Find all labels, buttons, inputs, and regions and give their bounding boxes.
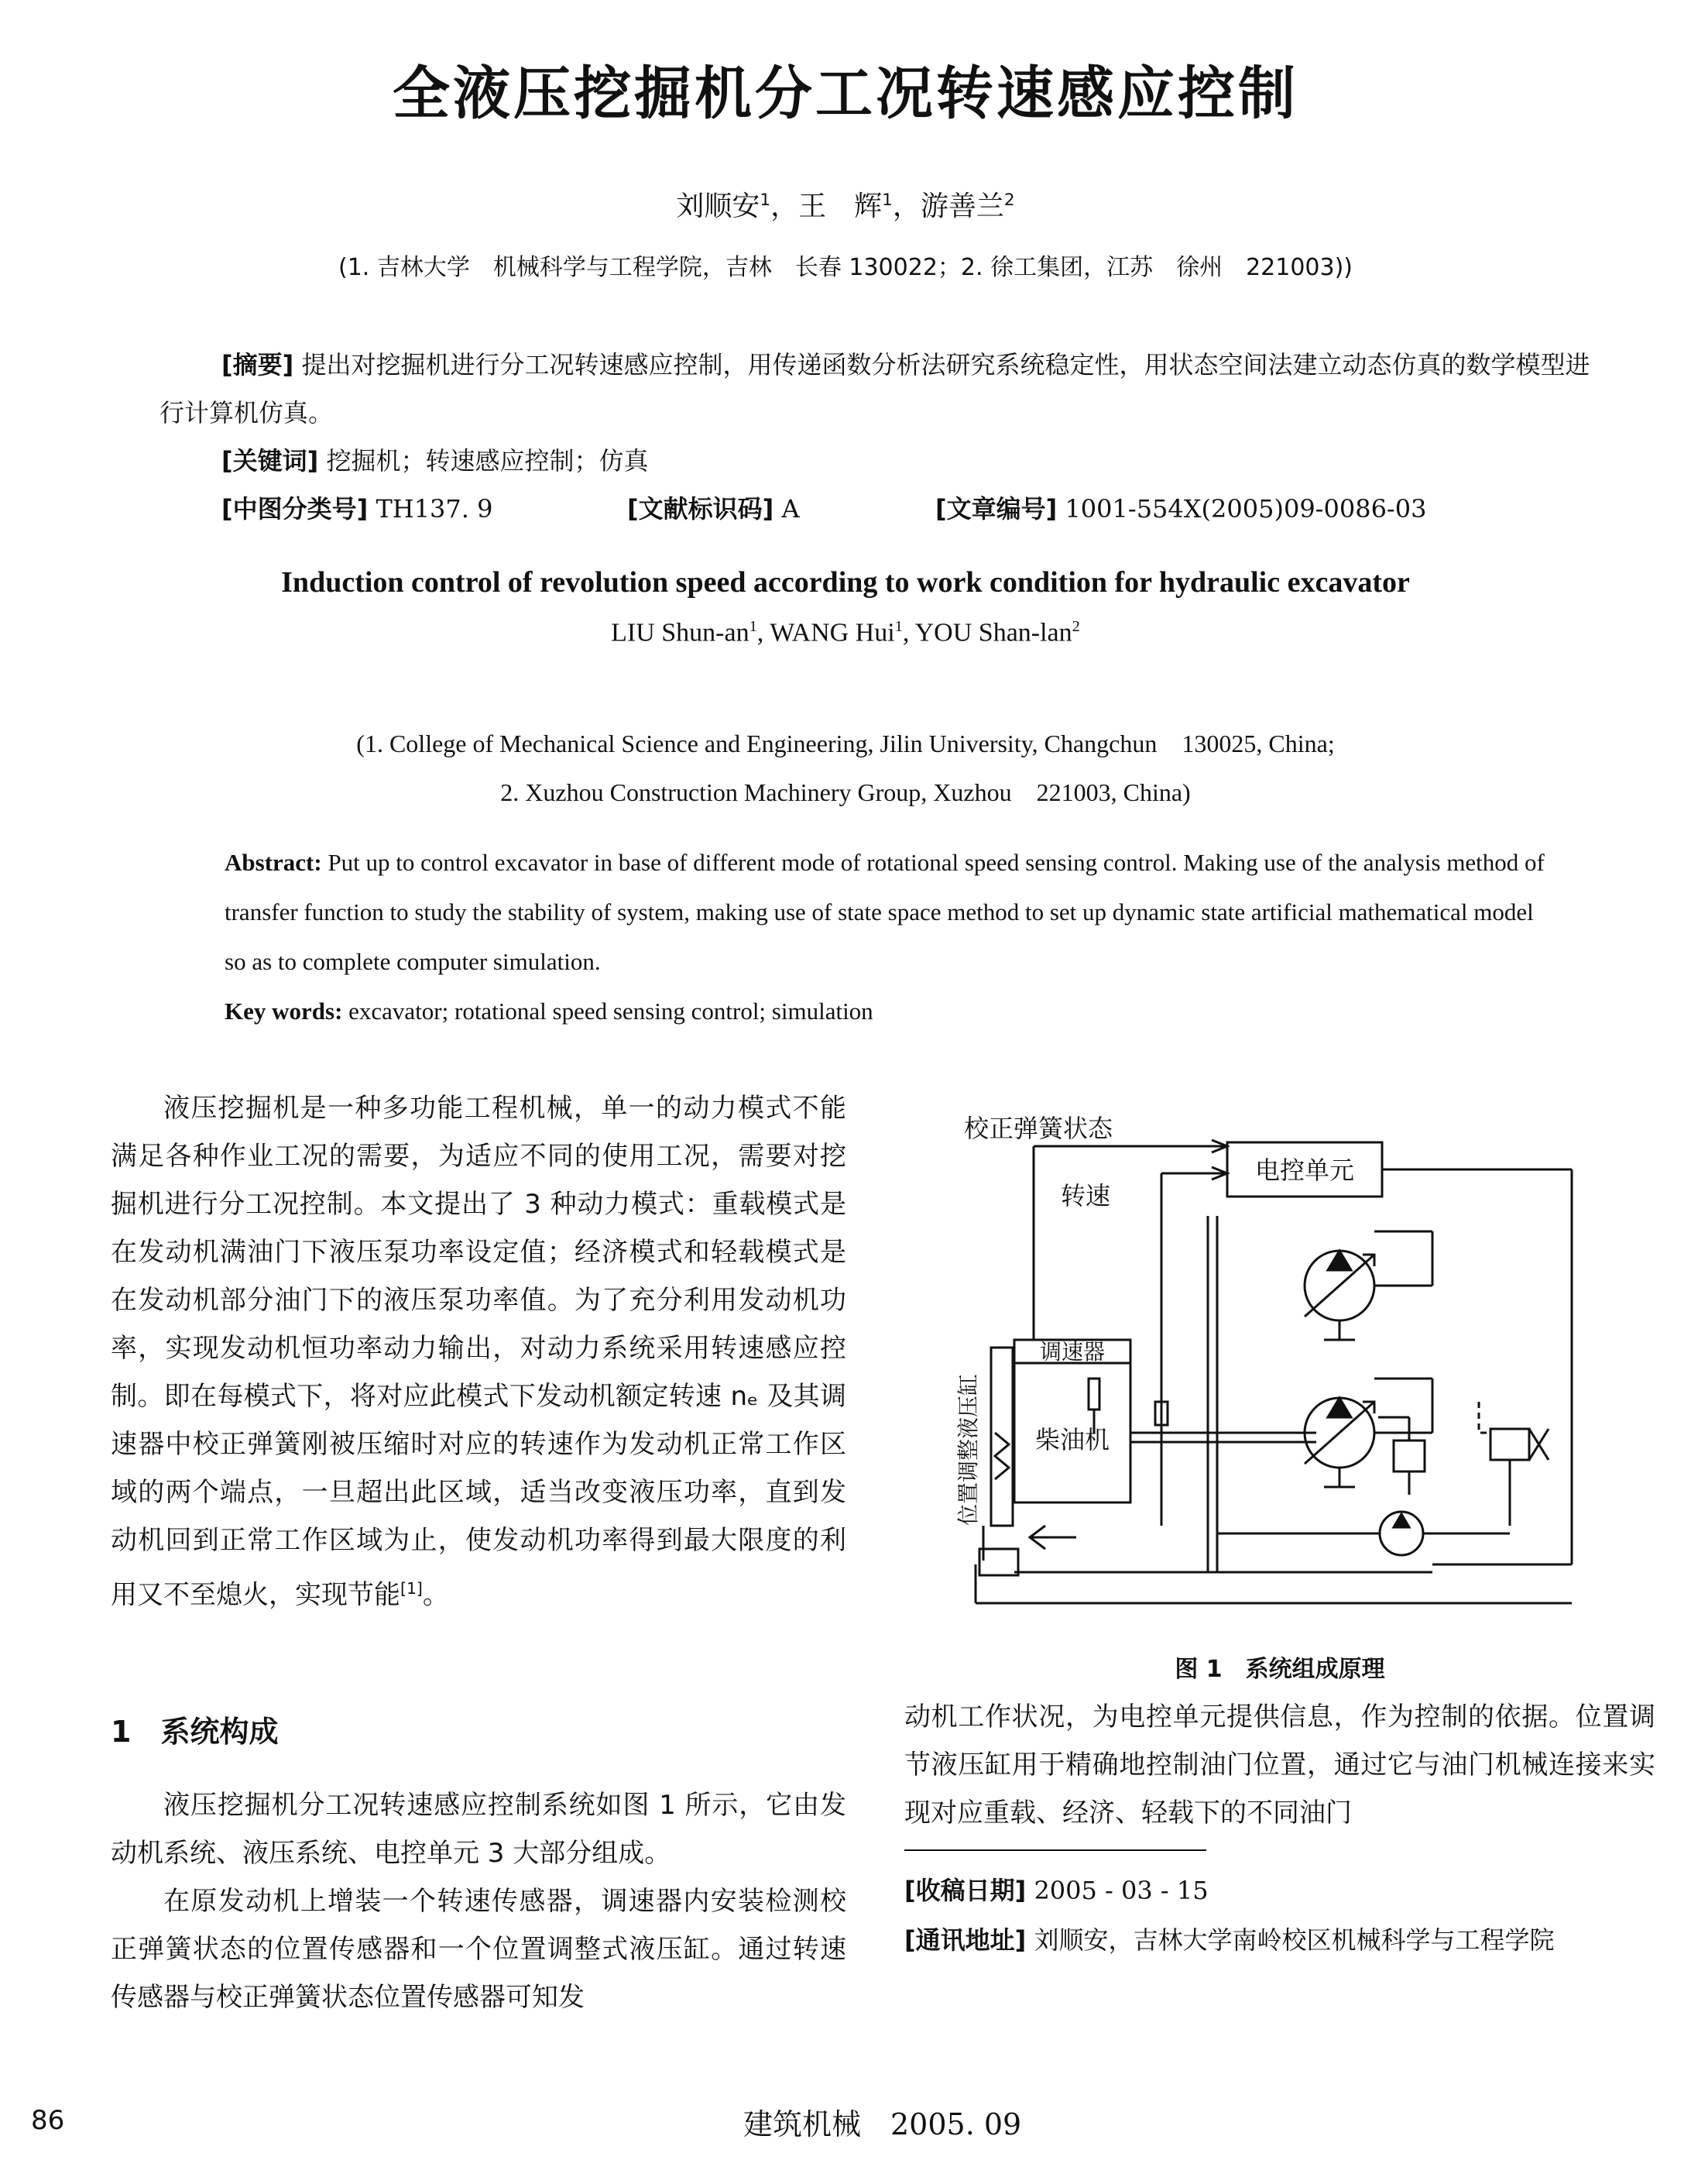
abstract-cn <box>159 341 1600 437</box>
english-affiliation-2: 2. Xuzhou Construction Machinery Group, Xuzhou 221003, China) <box>500 778 1191 806</box>
paper-title: 全液压挖掘机分工况转速感应控制 <box>393 60 1298 127</box>
intro-text: 液压挖掘机是一种多功能工程机械，单一的动力模式不能满足各种作业工况的需要，为适应不同的使用工况，需要对挖掘机进行分工况控制。本文提出了 3 种动力模式：重载模式是在发动机满油门下液压泵功率设定值；经济模式和轻载模式是在发动机部分油门下的液压泵功率值。为了充分利用发动机功率，实现发动机恒功率动力输出，对动力系统采用转速感应控制。即在每模式下，将对应此模式下发动机额定转速 nₑ 及其调速器中校正弹簧刚被压缩时对应的转速作为发动机正常工作区域的两个端点，一旦超出此区域，适当改变液压功率，直到发动机回到正常工作区域为止，使发动机功率得到最大限度的利用又不至熄火，实现节能 <box>111 1093 846 1611</box>
system-diagram <box>952 1092 1618 1619</box>
author-name: 刘顺安 <box>676 191 760 222</box>
author-affil-mark: 1 <box>760 191 771 210</box>
section1-paragraph-1: 液压挖掘机分工况转速感应控制系统如图 1 所示，它由发动机系统、液压系统、电控单元 3 大部分组成。 <box>111 1790 846 1869</box>
doc-code <box>627 485 937 533</box>
article-number <box>935 485 1601 533</box>
page-number: 86 <box>31 2105 65 2136</box>
author-list <box>0 184 1691 224</box>
footnote-received <box>904 1866 1655 1914</box>
label-engine: 柴油机 <box>1034 1425 1110 1454</box>
doc-code-value: A <box>781 494 800 524</box>
english-author-affil-mark: 2 <box>1072 618 1080 635</box>
proportional-valve <box>1490 1429 1529 1460</box>
keywords-cn <box>221 437 1662 485</box>
keywords-cn-label: [关键词] <box>221 446 319 476</box>
intro-end-punct: 。 <box>422 1579 449 1611</box>
english-author-separator: , <box>756 618 770 647</box>
keywords-en-text: excavator; rotational speed sensing control; simulation <box>348 998 873 1025</box>
english-affiliation-1: (1. College of Mechanical Science and Engineering, Jilin University, Changchun 130025, China; <box>356 730 1335 757</box>
keywords-en <box>225 987 1556 1036</box>
author-separator: ， <box>892 191 921 222</box>
position-cylinder <box>991 1348 1013 1526</box>
article-number-label: [文章编号] <box>935 494 1058 524</box>
english-author-name: YOU Shan-lan <box>914 618 1072 647</box>
english-author-affil-mark: 1 <box>894 618 903 635</box>
label-cylinder: 位置调整液压缸 <box>955 1373 981 1526</box>
author-affil-mark: 2 <box>1003 191 1015 210</box>
label-speed: 转速 <box>1061 1181 1111 1210</box>
affiliation: (1. 吉林大学 机械科学与工程学院，吉林 长春 130022；2. 徐工集团，江苏 徐州 221003)) <box>338 254 1353 281</box>
section-heading: 1 系统构成 <box>111 1715 279 1749</box>
abstract-cn-label: [摘要] <box>221 350 294 379</box>
author-name: 游善兰 <box>920 191 1004 222</box>
footnote-divider <box>904 1849 1206 1851</box>
address-value: 刘顺安，吉林大学南岭校区机械科学与工程学院 <box>1034 1925 1555 1955</box>
doc-code-label: [文献标识码] <box>627 494 774 524</box>
citation-ref: [1] <box>400 1579 423 1598</box>
keywords-cn-text: 挖掘机；转速感应控制；仿真 <box>326 446 649 476</box>
label-spring-state: 校正弹簧状态 <box>964 1114 1113 1143</box>
right-column-paragraph: 动机工作状况，为电控单元提供信息，作为控制的依据。位置调节液压缸用于精确地控制油门位置，通过它与油门机械连接来实现对应重载、经济、轻载下的不同油门 <box>904 1702 1655 1829</box>
clc-label: [中图分类号] <box>221 494 369 524</box>
abstract-cn-text: 提出对挖掘机进行分工况转速感应控制，用传递函数分析法研究系统稳定性，用状态空间法建立动态仿真的数学模型进行计算机仿真。 <box>159 350 1590 428</box>
author-separator: ， <box>770 191 799 222</box>
abstract-en-text: Put up to control excavator in base of different mode of rotational speed sensing control. Making use of the analysis method of transfer function to study the stability of system, making use of state space method to set up dynamic state artificial mathematical model so as to complete computer simulation. <box>225 849 1545 975</box>
footnote-address <box>904 1916 1655 1964</box>
author-name: 王 辉 <box>798 191 883 222</box>
english-author-name: WANG Hui <box>770 618 895 647</box>
section1-body <box>111 1781 846 2021</box>
intro-paragraph <box>111 1084 846 1619</box>
received-value: 2005 - 03 - 15 <box>1034 1876 1209 1905</box>
author-affil-mark: 1 <box>882 191 893 210</box>
keywords-en-label: Key words: <box>225 998 343 1025</box>
abstract-en <box>225 838 1556 987</box>
english-author-name: LIU Shun-an <box>611 618 749 647</box>
figure-caption: 图 1 系统组成原理 <box>1175 1656 1385 1683</box>
english-author-affil-mark: 1 <box>749 618 757 635</box>
address-label: [通讯地址] <box>904 1925 1027 1955</box>
english-title: Induction control of revolution speed according to work condition for hydraulic excavator <box>281 566 1410 599</box>
section1-paragraph-2: 在原发动机上增装一个转速传感器，调速器内安装检测校正弹簧状态的位置传感器和一个位置调整式液压缸。通过转速传感器与校正弹簧状态位置传感器可知发 <box>111 1886 846 2013</box>
abstract-en-label: Abstract: <box>225 849 322 876</box>
received-label: [收稿日期] <box>904 1876 1027 1905</box>
label-governor: 调速器 <box>1039 1339 1106 1365</box>
english-author-list <box>0 618 1691 647</box>
journal-footer: 建筑机械 2005. 09 <box>743 2107 1022 2141</box>
label-ecu: 电控单元 <box>1254 1156 1355 1185</box>
english-author-separator: , <box>902 618 915 647</box>
clc-value: TH137. 9 <box>376 494 493 524</box>
article-number-value: 1001-554X(2005)09-0086-03 <box>1065 494 1427 524</box>
